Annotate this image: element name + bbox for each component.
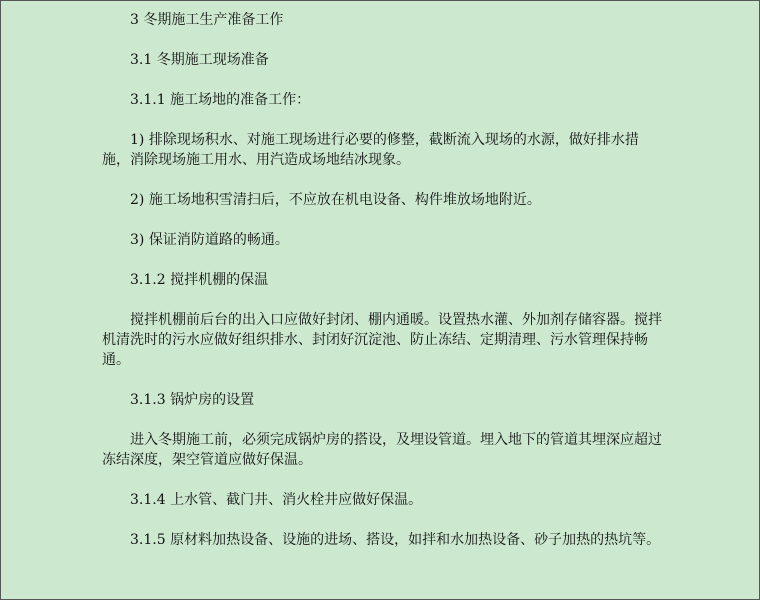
paragraph-item-1: 1) 排除现场积水、对施工现场进行必要的修整，截断流入现场的水源，做好排水措施，消除现场施工用水、用汽造成场地结冰现象。 bbox=[102, 132, 639, 168]
section-heading-3-1-4: 3.1.4 上水管、截门井、消火栓井应做好保温。 bbox=[130, 492, 423, 508]
section-heading-3-1-3: 3.1.3 锅炉房的设置 bbox=[130, 392, 255, 408]
paragraph-item-2: 2) 施工场地积雪清扫后，不应放在机电设备、构件堆放场地附近。 bbox=[130, 192, 541, 208]
section-heading-3: 3 冬期施工生产准备工作 bbox=[130, 12, 284, 28]
paragraph-mixer-shed: 搅拌机棚前后台的出入口应做好封闭、棚内通暖。设置热水灌、外加剂存储容器。搅拌机清洗时的污水应做好组织排水、封闭好沉淀池、防止冻结、定期清理、污水管理保持畅通。 bbox=[102, 312, 662, 368]
section-heading-3-1: 3.1 冬期施工现场准备 bbox=[130, 52, 269, 68]
document-body bbox=[102, 1, 662, 570]
section-heading-3-1-5: 3.1.5 原材料加热设备、设施的进场、搭设，如拌和水加热设备、砂子加热的热坑等。 bbox=[130, 532, 661, 548]
paragraph-item-3: 3) 保证消防道路的畅通。 bbox=[130, 232, 289, 248]
section-heading-3-1-1: 3.1.1 施工场地的准备工作： bbox=[130, 92, 311, 108]
paragraph-boiler-room: 进入冬期施工前，必须完成锅炉房的搭设，及埋设管道。埋入地下的管道其埋深应超过冻结深度，架空管道应做好保温。 bbox=[102, 432, 662, 468]
section-heading-3-1-2: 3.1.2 搅拌机棚的保温 bbox=[130, 272, 269, 288]
